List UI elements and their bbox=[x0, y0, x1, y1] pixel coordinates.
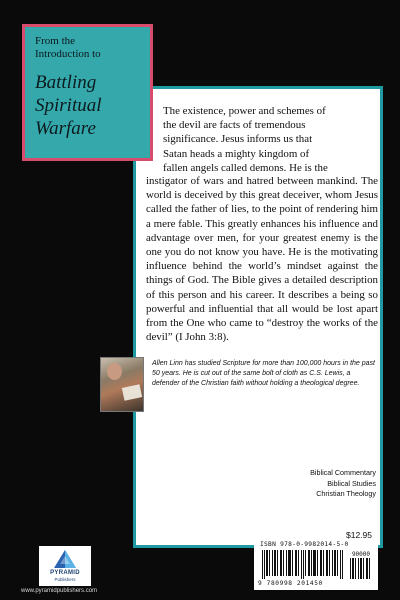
price: $12.95 bbox=[346, 530, 372, 540]
publisher-subtitle: Publishers bbox=[54, 577, 76, 582]
intro-label-line-2: Introduction to bbox=[35, 48, 101, 60]
barcode-box bbox=[254, 528, 378, 590]
barcode-number: 9 780998 201450 bbox=[258, 580, 323, 587]
barcode-addon-number: 90000 bbox=[351, 551, 370, 558]
body-line: fallen angels called demons. He is the bbox=[163, 161, 328, 174]
publisher-name: PYRAMID bbox=[50, 570, 80, 576]
category-item: Biblical Commentary bbox=[310, 468, 376, 477]
body-line: significance. Jesus informs us that bbox=[163, 133, 313, 146]
book-title-line-2: Spiritual bbox=[35, 95, 102, 116]
barcode-bars-icon bbox=[262, 550, 346, 579]
author-bio: Allen Linn has studied Scripture for more than 100,000 hours in the past 50 years. He is cut out of the same bolt of cloth as C.S. Lewis, a defender of the Christian faith without holding a theological degree. bbox=[152, 360, 375, 387]
book-title bbox=[35, 71, 144, 140]
intro-title-box bbox=[22, 24, 153, 161]
body-text-main: instigator of wars and hatred between mankind. The world is deceived by this great deceiver, whom Jesus called the father of lies, to the point of rendering him a mere fable. This greatly enhances his influence and advantage over men, for your greatest enemy is the one you do not know you have. He is the motivating influence behind the world’s mindset against the things of God. The Bible gives a detailed description of this person and his career. It describes a being so powerful and influential that all would be lost apart from the One who came to “destroy the works of the devil” (I John 3:8). bbox=[146, 175, 378, 344]
intro-label-line-1: From the bbox=[35, 35, 76, 47]
author-photo-book bbox=[122, 384, 142, 400]
author-photo bbox=[100, 357, 144, 412]
body-line: The existence, power and schemes of bbox=[163, 105, 326, 117]
publisher-logo bbox=[39, 546, 91, 586]
category-list bbox=[310, 468, 376, 500]
pyramid-icon bbox=[53, 549, 77, 569]
category-item: Christian Theology bbox=[316, 489, 376, 498]
body-line: the devil are facts of tremendous bbox=[163, 119, 306, 132]
publisher-website: www.pyramidpublishers.com bbox=[21, 588, 98, 594]
intro-label bbox=[35, 35, 144, 61]
body-line: Satan heads a mighty kingdom of bbox=[163, 147, 310, 160]
book-title-line-3: Warfare bbox=[35, 118, 96, 139]
isbn: ISBN 978-0-9982014-5-0 bbox=[260, 541, 349, 548]
addon-barcode-icon bbox=[350, 558, 372, 579]
category-item: Biblical Studies bbox=[327, 478, 376, 488]
book-title-line-1: Battling bbox=[35, 72, 97, 93]
body-text-top bbox=[163, 104, 375, 175]
author-photo-head bbox=[107, 363, 122, 380]
